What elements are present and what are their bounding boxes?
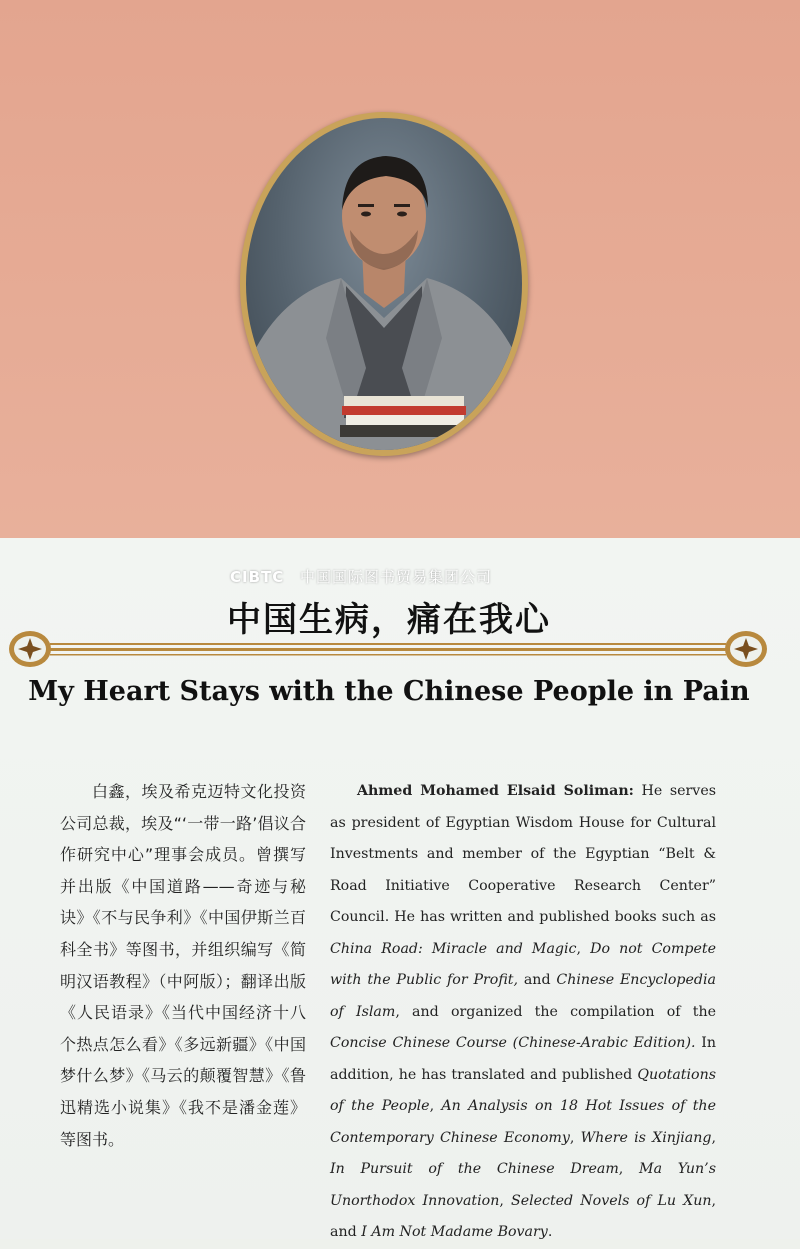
bio-text-segment: He serves as president of Egyptian Wisdom House for Cultural Investments and member of the Egyptian “Belt & Road Initiative Cooperative Research Center” Council. He has written and published books such as <box>330 783 716 925</box>
bio-text-segment: , <box>429 1098 442 1114</box>
english-title: My Heart Stays with the Chinese People in Pain <box>28 676 750 707</box>
bio-text-segment: , <box>576 940 591 957</box>
book-title: Where is Xinjiang <box>580 1129 712 1146</box>
book-title: China Road: Miracle and Magic <box>330 940 577 957</box>
chinese-title: 中国生病，痛在我心 <box>227 600 551 640</box>
watermark-company: 中国国际图书贸易集团公司 <box>300 568 493 586</box>
book-title: An Analysis on 18 Hot Issues of the Contemporary Chinese Economy <box>330 1098 716 1146</box>
book-title: Concise Chinese Course (Chinese-Arabic Edition). <box>330 1035 696 1051</box>
book-title: Do not Compete with the Public for Profit, <box>330 940 716 988</box>
bio-text-segment: , and <box>330 1192 716 1240</box>
bio-text-segment: , and organized the compilation of the <box>395 1003 716 1020</box>
right-fleuron-icon <box>725 631 767 667</box>
chinese-bio-text: 白鑫，埃及希克迈特文化投资公司总裁，埃及“‘一带一路’倡议合作研究中心”理事会成员。曾撰写并出版《中国道路——奇迹与秘诀》《不与民争利》《中国伊斯兰百科全书》等图书，并组织编写《简明汉语教程》（中阿版）；翻译出版《人民语录》《当代中国经济十八个热点怎么看》《多远新疆》《中国梦什么梦》《马云的颠覆智慧》《鲁迅精选小说集》《我不是潘金莲》等图书。 <box>60 782 306 1149</box>
bio-text-segment: and <box>518 972 557 988</box>
english-bio-column <box>330 776 716 1249</box>
watermark-logo: CIBTC <box>230 568 285 586</box>
bio-text-segment: , <box>618 1161 640 1177</box>
author-name: Ahmed Mohamed Elsaid Soliman: <box>356 783 634 799</box>
book-title: Chinese Encyclopedia of Islam <box>330 972 716 1020</box>
bio-text-segment: , <box>711 1129 716 1146</box>
bio-text-segment: , <box>499 1192 511 1209</box>
bio-text-segment: , <box>569 1129 581 1146</box>
left-fleuron-icon <box>9 631 51 667</box>
chinese-bio-column <box>60 776 306 1155</box>
book-title: Selected Novels of Lu Xun <box>510 1192 712 1209</box>
ornament-divider <box>6 626 770 672</box>
book-title: I Am Not Madame Bovary <box>361 1224 548 1240</box>
book-title: Ma Yun’s Unorthodox Innovation <box>330 1161 716 1209</box>
publisher-watermark <box>230 566 492 587</box>
portrait-photo <box>246 118 522 450</box>
bio-text-segment: In addition, he has translated and published <box>330 1035 716 1083</box>
english-bio-text <box>330 776 716 1249</box>
bio-text-segment: . <box>547 1224 553 1240</box>
book-title: Quotations of the People <box>330 1066 716 1114</box>
portrait-illustration <box>246 118 522 450</box>
book-title: In Pursuit of the Chinese Dream <box>330 1161 619 1177</box>
